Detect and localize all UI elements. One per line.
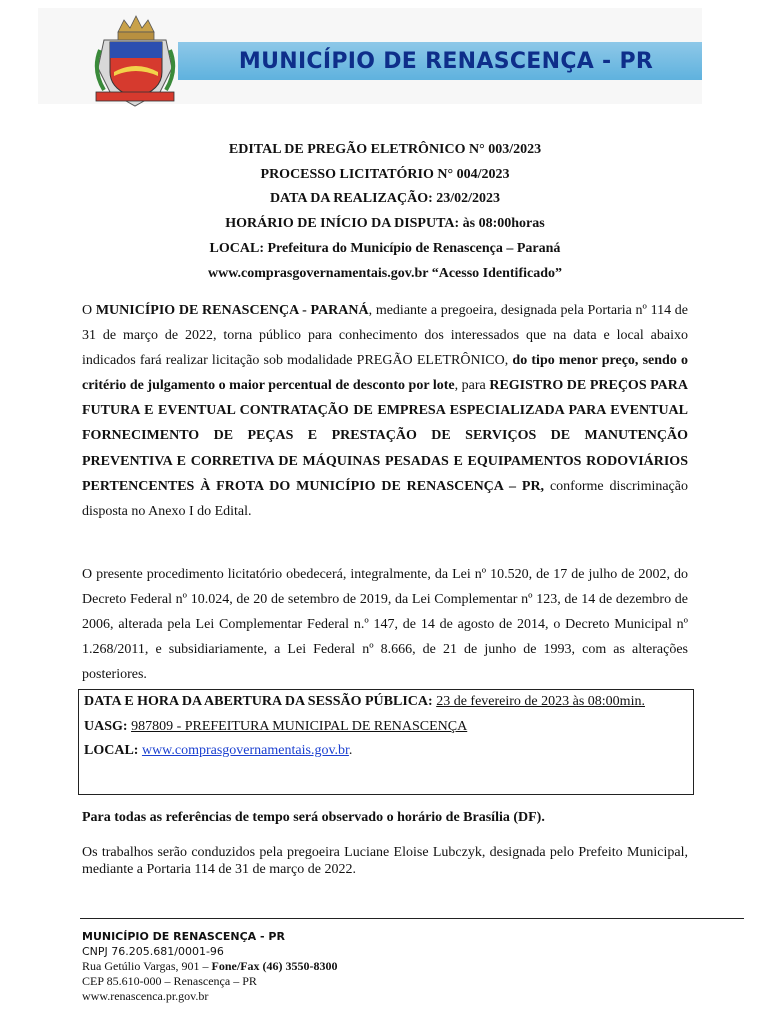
footer-divider — [80, 918, 744, 919]
session-date-label: DATA E HORA DA ABERTURA DA SESSÃO PÚBLICA: — [84, 694, 433, 709]
intro-paragraph — [82, 298, 688, 524]
processo-number: PROCESSO LICITATÓRIO N° 004/2023 — [260, 166, 510, 182]
edital-number: EDITAL DE PREGÃO ELETRÔNICO N° 003/2023 — [228, 142, 542, 157]
header-title-band — [178, 42, 702, 80]
intro-objeto: REGISTRO DE PREÇOS PARA FUTURA E EVENTUAL CONTRATAÇÃO DE EMPRESA ESPECIALIZADA PARA EVENTUAL FORNECIMENTO DE PEÇAS E PRESTAÇÃO DE SERVIÇOS DE MANUTENÇÃO PREVENTIVA E CORRETIVA DE MÁQUINAS PESADAS E EQUIPAMENTOS RODOVIÁRIOS PERTENCENTES À FROTA DO MUNICÍPIO DE RENASCENÇA – PR, — [82, 378, 689, 494]
header-title: MUNICÍPIO DE RENASCENÇA - PR — [238, 48, 654, 74]
local-line: LOCAL: Prefeitura do Município de Renascença – Paraná — [209, 240, 561, 256]
intro-text-2: , mediante a pregoeira, designada pela Portaria nº 114 de 31 de março de 2022, torna público para conhecimento dos interessados que na data e local abaixo indicados fará realizar licitação sob modalidade PREGÃO ELETRÔNICO, — [82, 303, 689, 369]
local-end: . — [348, 743, 353, 758]
intro-text-1: O — [82, 303, 96, 318]
site-line: www.comprasgovernamentais.gov.br “Acesso Identificado” — [207, 265, 562, 281]
edital-heading — [0, 138, 770, 286]
footer — [82, 929, 338, 1004]
uasg-value: 987809 - PREFEITURA MUNICIPAL DE RENASCENÇA — [131, 718, 468, 734]
local-label: LOCAL: — [84, 743, 139, 758]
intro-tipo: do tipo menor preço, sendo o critério de julgamento o maior percentual de desconto por lote — [82, 353, 689, 394]
session-date-value: 23 de fevereiro de 2023 às 08:00min. — [436, 694, 645, 709]
uasg-label: UASG: — [84, 718, 128, 734]
legal-paragraph: O presente procedimento licitatório obedecerá, integralmente, da Lei nº 10.520, de 17 de julho de 2002, do Decreto Federal nº 10.024, de 20 de setembro de 2019, da Lei Complementar nº 123, de 14 de dezembro de 2006, alterada pela Lei Complementar Federal n.º 147, de 14 de agosto de 2014, o Decreto Municipal nº 1.268/2011, e subsidiariamente, a Lei Federal nº 8.666, de 21 de junho de 1993, com as alterações posteriores. — [82, 567, 688, 683]
data-realizacao: DATA DA REALIZAÇÃO: 23/02/2023 — [269, 191, 501, 207]
uasg-line — [84, 715, 688, 740]
footer-cep: CEP 85.610-000 – Renascença – PR — [82, 974, 257, 988]
compras-link[interactable]: www.comprasgovernamentais.gov.br — [141, 743, 349, 758]
footer-address-line — [82, 959, 338, 974]
local-box-line — [84, 739, 688, 764]
footer-cnpj: CNPJ 76.205.681/0001-96 — [82, 945, 224, 958]
trabalhos-paragraph: Os trabalhos serão conduzidos pela pregoeira Luciane Eloise Lubczyk, designada pelo Prefeito Municipal, mediante a Portaria 114 de 31 de março de 2022. — [82, 845, 688, 877]
intro-municipio: MUNICÍPIO DE RENASCENÇA - PARANÁ — [95, 303, 369, 318]
footer-site: www.renascenca.pr.gov.br — [82, 989, 209, 1003]
brasilia-note: Para todas as referências de tempo será observado o horário de Brasília (DF). — [82, 810, 545, 825]
session-info-box — [78, 689, 694, 795]
footer-address: Rua Getúlio Vargas, 901 – — [82, 959, 212, 973]
municipal-crest-icon — [90, 10, 180, 108]
intro-text-3: , para — [454, 378, 490, 394]
session-date-line — [84, 690, 688, 715]
intro-text-4: conforme discriminação disposta no Anexo I do Edital. — [82, 478, 688, 519]
footer-phone: Fone/Fax (46) 3550-8300 — [211, 959, 338, 973]
horario-disputa: HORÁRIO DE INÍCIO DA DISPUTA: às 08:00horas — [225, 216, 545, 232]
footer-name: MUNICÍPIO DE RENASCENÇA - PR — [82, 930, 285, 943]
